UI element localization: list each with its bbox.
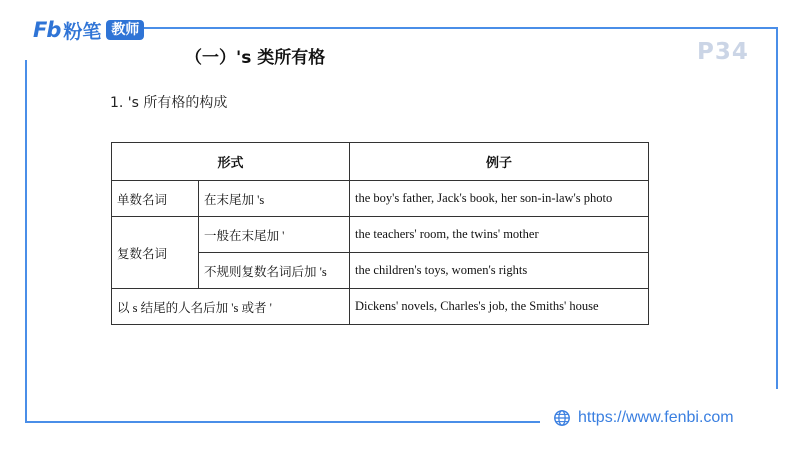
frame-right-line [776,27,778,389]
frame-left-line [25,60,27,423]
cell-rule: 不规则复数名词后加 's [199,253,350,289]
table-row [112,289,649,325]
cell-form: 复数名词 [112,217,199,289]
brand-logo [33,18,144,42]
header-form: 形式 [112,143,350,181]
cell-form: 单数名词 [112,181,199,217]
cell-example: the teachers' room, the twins' mother [350,217,649,253]
logo-name: 粉笔 [63,20,102,43]
cell-rule: 在末尾加 's [199,181,350,217]
page-number: P34 [697,39,749,65]
cell-example: Dickens' novels, Charles's job, the Smiths' house [350,289,649,325]
table-header-row [112,143,649,181]
possessive-table [111,142,649,325]
logo-badge: 教师 [106,20,144,40]
frame-bottom-line [25,421,540,423]
section-title: （一）'s 类所有格 [185,48,326,68]
footer-url-text[interactable]: https://www.fenbi.com [578,409,734,426]
header-example: 例子 [350,143,649,181]
cell-rule: 一般在末尾加 ' [199,217,350,253]
frame-top-line [130,27,778,29]
cell-rule-merged: 以 s 结尾的人名后加 's 或者 ' [112,289,350,325]
table-row [112,181,649,217]
cell-example: the boy's father, Jack's book, her son-in-law's photo [350,181,649,217]
globe-icon [553,409,571,427]
table-row [112,217,649,253]
cell-example: the children's toys, women's rights [350,253,649,289]
logo-mark: Fb [33,18,61,42]
footer-url[interactable] [553,409,734,427]
subtitle: 1. 's 所有格的构成 [110,95,228,111]
